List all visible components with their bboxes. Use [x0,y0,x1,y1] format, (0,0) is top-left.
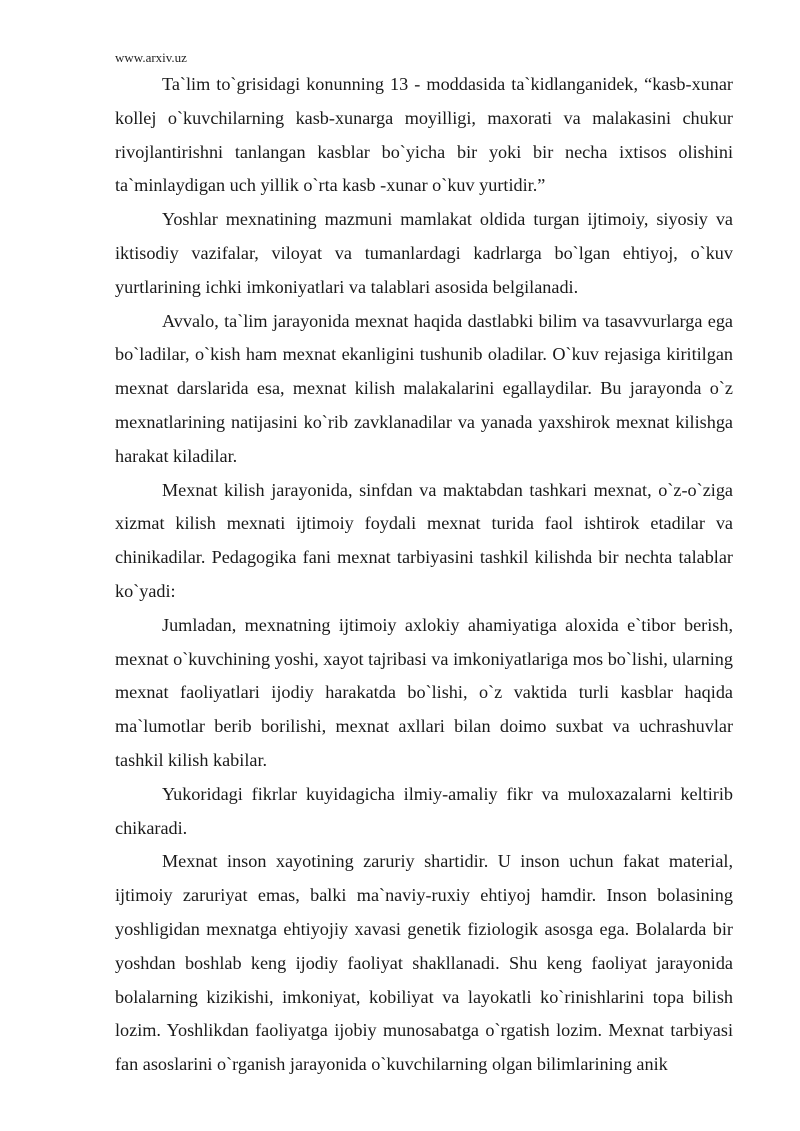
paragraph: Avvalo, ta`lim jarayonida mexnat haqida dastlabki bilim va tasavvurlarga ega bo`ladilar, o`kish ham mexnat ekanligini tushunib oladilar. O`kuv rejasiga kiritilgan mexnat darslarida esa, mexnat kilish malakalarini egallaydilar. Bu jarayonda o`z mexnatlarining natijasini ko`rib zavklanadilar va yanada yaxshirok mexnat kilishga harakat kiladilar. [115,310,733,466]
paragraph: Jumladan, mexnatning ijtimoiy axlokiy ahamiyatiga aloxida e`tibor berish, mexnat o`kuvchining yoshi, xayot tajribasi va imkoniyatlariga mos bo`lishi, ularning mexnat faoliyatlari ijodiy harakatda bo`lishi, o`z vaktida turli kasblar haqida ma`lumotlar berib borilishi, mexnat axllari bilan doimo suxbat va uchrashuvlar tashkil kilish kabilar. [115,614,733,770]
document-body [115,68,733,1082]
paragraph: Yoshlar mexnatining mazmuni mamlakat oldida turgan ijtimoiy, siyosiy va iktisodiy vazifalar, viloyat va tumanlardagi kadrlarga bo`lgan ehtiyoj, o`kuv yurtlarining ichki imkoniyatlari va talablari asosida belgilanadi. [115,209,733,297]
site-url-header: www.arxiv.uz [115,50,187,65]
paragraph: Ta`lim to`grisidagi konunning 13 - moddasida ta`kidlanganidek, “kasb-xunar kollej o`kuvchilarning kasb-xunarga moyilligi, maxorati va malakasini chukur rivojlantirishni tanlangan kasblar bo`yicha bir yoki bir necha ixtisos olishini ta`minlaydigan uch yillik o`rta kasb -xunar o`kuv yurtidir.” [115,74,733,196]
paragraph: Mexnat kilish jarayonida, sinfdan va maktabdan tashkari mexnat, o`z-o`ziga xizmat kilish mexnati ijtimoiy foydali mexnat turida faol ishtirok etadilar va chinikadilar. Pedagogika fani mexnat tarbiyasini tashkil kilishda bir nechta talablar ko`yadi: [115,479,733,601]
paragraph: Yukoridagi fikrlar kuyidagicha ilmiy-amaliy fikr va muloxazalarni keltirib chikaradi. [115,783,733,838]
paragraph: Mexnat inson xayotining zaruriy shartidir. U inson uchun fakat material, ijtimoiy zaruriyat emas, balki ma`naviy-ruxiy ehtiyoj hamdir. Inson bolasining yoshligidan mexnatga ehtiyojiy xavasi genetik fiziologik asosga ega. Bolalarda bir yoshdan boshlab keng ijodiy faoliyat shakllanadi. Shu keng faoliyat jarayonida bolalarning kizikishi, imkoniyat, kobiliyat va layokatli ko`rinishlarini topa bilish lozim. Yoshlikdan faoliyatga ijobiy munosabatga o`rgatish lozim. Mexnat tarbiyasi fan asoslarini o`rganish jarayonida o`kuvchilarning olgan bilimlarining anik [115,851,733,1075]
